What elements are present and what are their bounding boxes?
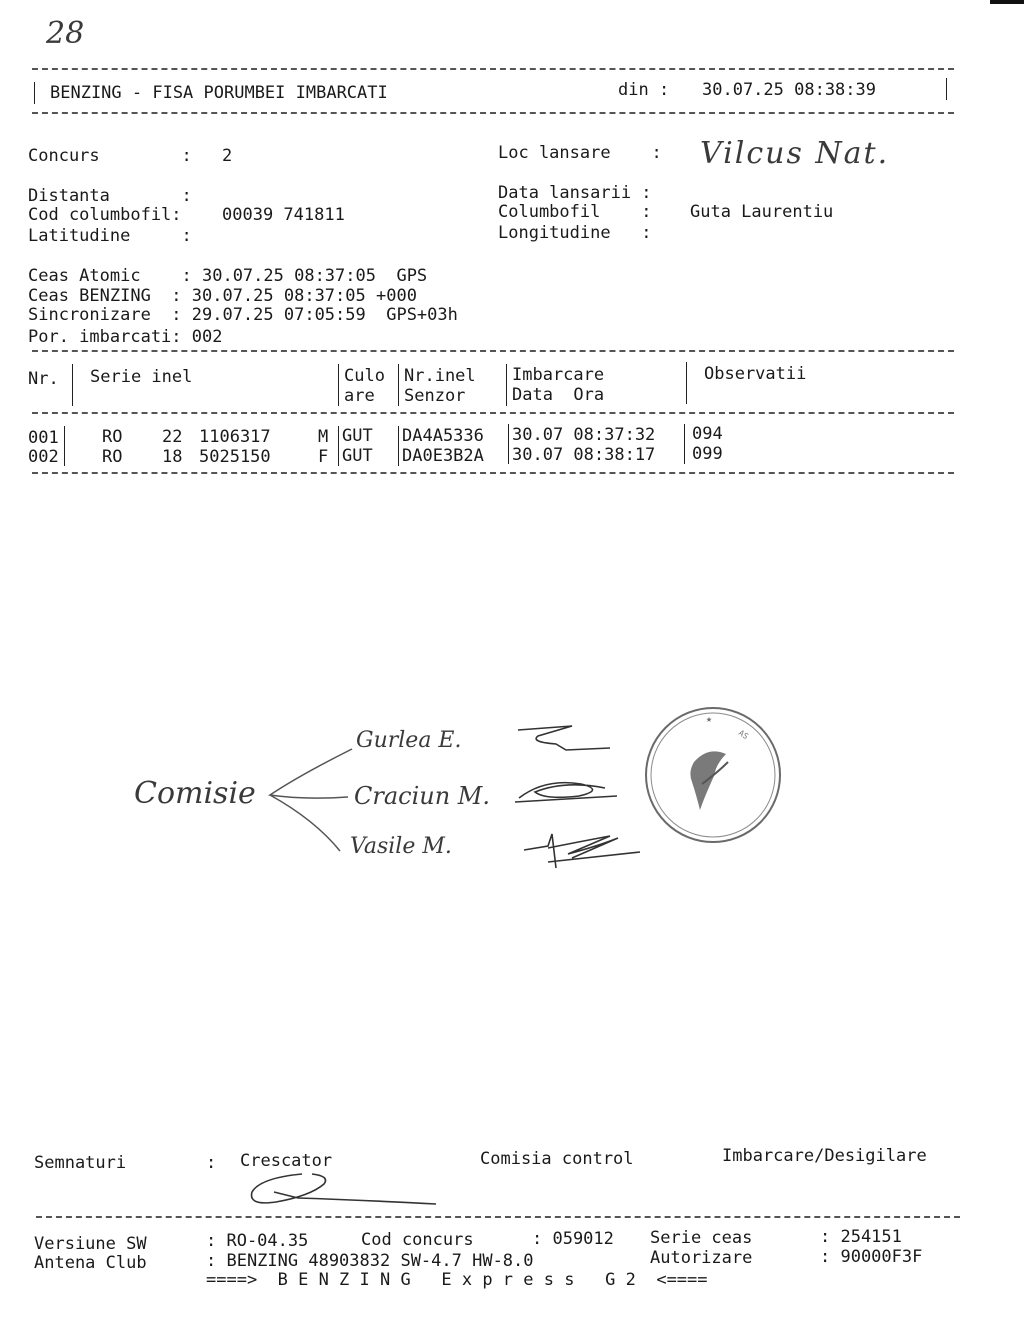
header-top-rule [32, 68, 954, 70]
row-bar [398, 426, 399, 466]
commission-name-1: Gurlea E. [356, 728, 462, 753]
versiune-sw-value: : RO-04.35 [206, 1231, 309, 1251]
col-header-imbarcare-2: Data Ora [512, 385, 605, 405]
table-header-rule [32, 412, 954, 414]
cod-concurs-label: Cod concurs [361, 1230, 474, 1250]
cell-sex: F [318, 447, 329, 467]
row-bar [508, 424, 509, 464]
loc-lansare-label: Loc lansare : [498, 143, 662, 163]
col-header-culoare-2: are [344, 386, 375, 406]
cell-senzor: DA0E3B2A [402, 446, 484, 466]
table-bar-5 [686, 362, 687, 404]
signature-2-icon [505, 770, 625, 810]
table-bottom-rule [32, 472, 954, 474]
commission-name-2: Craciun M. [354, 782, 491, 810]
table-bar-4 [506, 364, 507, 406]
cell-senzor: DA4A5336 [402, 426, 484, 446]
longitudine-label: Longitudine : [498, 223, 652, 243]
col-header-imbarcare-1: Imbarcare [512, 365, 605, 385]
signature-3-icon [518, 828, 648, 873]
por-imbarcati: Por. imbarcati: 002 [28, 327, 223, 347]
cell-observatii: 094 [692, 424, 723, 444]
club-stamp-icon [642, 706, 784, 844]
col-header-nr-inel-2: Senzor [404, 386, 466, 406]
col-header-serie-inel: Serie inel [90, 367, 193, 387]
cell-culoare: GUT [342, 446, 373, 466]
cell-tara: RO [102, 427, 123, 447]
cell-data-ora: 30.07 08:37:32 [512, 425, 656, 445]
crescator-label: Crescator [240, 1151, 333, 1171]
sincronizare: Sincronizare : 29.07.25 07:05:59 GPS+03h [28, 305, 458, 325]
autorizare-label: Autorizare [650, 1248, 753, 1268]
cell-nr: 001 [28, 428, 59, 448]
table-bar-2 [338, 364, 339, 406]
serie-ceas-label: Serie ceas [650, 1228, 753, 1248]
svg-text:AS: AS [736, 728, 750, 742]
row-bar [684, 424, 685, 464]
header-right-bar [946, 78, 947, 100]
col-header-nr: Nr. [28, 369, 59, 389]
col-header-culoare-1: Culo [344, 366, 385, 386]
autorizare-value: : 90000F3F [820, 1247, 923, 1267]
ceas-atomic: Ceas Atomic : 30.07.25 08:37:05 GPS [28, 266, 428, 286]
bracket-arrow-icon [260, 745, 360, 860]
document-title: BENZING - FISA PORUMBEI IMBARCATI [50, 83, 388, 103]
cod-concurs-value: : 059012 [532, 1229, 614, 1249]
header-left-bar [34, 82, 35, 104]
semnaturi-colon: : [206, 1153, 217, 1173]
imbarcare-desigilare-label: Imbarcare/Desigilare [722, 1146, 927, 1166]
commission-name-3: Vasile M. [350, 834, 452, 859]
cell-nr: 002 [28, 447, 59, 467]
latitudine-label: Latitudine : [28, 226, 192, 246]
cod-columbofil-label: Cod columbofil: [28, 205, 182, 225]
scan-edge-mark [990, 0, 1024, 4]
loc-lansare-value: Vilcus Nat. [700, 136, 890, 171]
columbofil-label: Columbofil : [498, 202, 652, 222]
cell-culoare: GUT [342, 426, 373, 446]
page-mark: 28 [46, 16, 85, 51]
cell-inel: 5025150 [199, 447, 271, 467]
versiune-sw-label: Versiune SW [34, 1234, 147, 1254]
row-bar [338, 426, 339, 466]
comisia-control-label: Comisia control [480, 1149, 634, 1169]
signature-1-icon [510, 720, 620, 760]
cod-columbofil-value: 00039 741811 [222, 205, 345, 225]
cell-sex: M [318, 427, 329, 447]
semnaturi-label: Semnaturi [34, 1153, 127, 1173]
benzing-express-banner: ====> B E N Z I N G E x p r e s s G 2 <==== [206, 1270, 708, 1290]
cell-tara: RO [102, 447, 123, 467]
data-lansarii-label: Data lansarii : [498, 183, 652, 203]
distanta-label: Distanta : [28, 186, 192, 206]
concurs-value: 2 [222, 146, 233, 166]
ceas-benzing: Ceas BENZING : 30.07.25 08:37:05 +000 [28, 286, 417, 306]
col-header-observatii: Observatii [704, 364, 807, 384]
cell-data-ora: 30.07 08:38:17 [512, 445, 656, 465]
table-bar-3 [398, 364, 399, 406]
antena-club-label: Antena Club [34, 1253, 147, 1273]
cell-observatii: 099 [692, 444, 723, 464]
crescator-signature-icon [240, 1168, 440, 1214]
header-bottom-rule [32, 112, 954, 114]
col-header-nr-inel-1: Nr.inel [404, 366, 476, 386]
concurs-label: Concurs : [28, 146, 192, 166]
din-label: din : [618, 80, 670, 100]
comisie-label: Comisie [134, 776, 256, 811]
svg-text:★: ★ [706, 714, 713, 725]
footer-rule [36, 1216, 960, 1218]
antena-club-value: : BENZING 48903832 SW-4.7 HW-8.0 [206, 1251, 534, 1271]
columbofil-value: Guta Laurentiu [690, 202, 834, 222]
cell-an: 18 [162, 447, 183, 467]
din-value: 30.07.25 08:38:39 [702, 80, 876, 100]
table-top-rule [32, 350, 954, 352]
cell-an: 22 [162, 427, 183, 447]
cell-inel: 1106317 [199, 427, 271, 447]
row-bar [64, 426, 65, 466]
serie-ceas-value: : 254151 [820, 1227, 902, 1247]
table-bar-1 [72, 364, 73, 406]
